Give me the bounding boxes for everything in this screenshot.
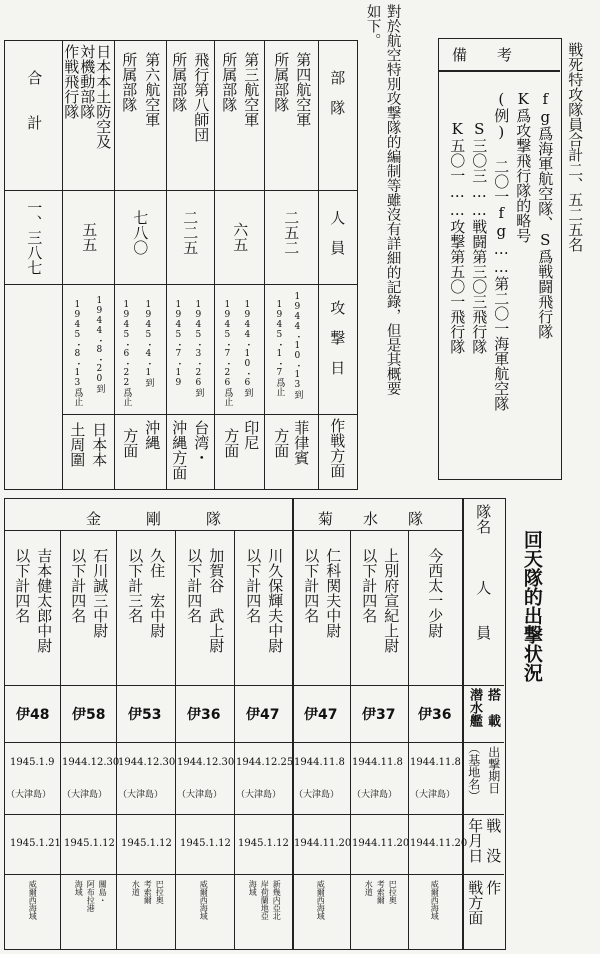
submarine-id: 伊53 (128, 707, 162, 723)
operation-area: 考索爾 (376, 880, 386, 904)
remark-line-2: K爲攻撃飛行隊的略号 (514, 90, 533, 243)
member-name: 加賀谷 武上尉 (207, 548, 226, 653)
death-date: 1944.11.20 (352, 838, 410, 849)
unit-name: 第三航空軍 (242, 52, 261, 127)
header-unit: 部 隊 (328, 70, 347, 115)
death-date: 1944.11.20 (294, 838, 352, 849)
operation-area: 巴拉奥 (155, 880, 165, 904)
operation-area: 水道 (131, 880, 141, 896)
remarks-header: 備 考 (452, 46, 513, 64)
member-name: 吉本健太郎中尉 (35, 548, 54, 653)
header-death-date: 戦 没 (484, 818, 503, 863)
area-text: 印尼 (242, 420, 261, 450)
sortie-base: （大津島） (177, 790, 223, 800)
unit-name: 日本本土防空及 (94, 44, 113, 149)
header-sortie-date: 出撃期日 (486, 746, 501, 794)
unit-count: 二二五 (181, 210, 200, 255)
sortie-base: （大津島） (352, 790, 398, 800)
unit-name: 所属部隊 (220, 52, 239, 112)
attack-date-to: 1945・6・22爲止 (121, 300, 132, 406)
area-text: 台湾・ (192, 420, 211, 465)
attack-date-to: 1945・8・13爲止 (72, 300, 83, 406)
intro-text-line-1: 對於航空特別攻撃隊的編制等雖沒有詳細的記錄，但是其概要 (384, 4, 401, 396)
unit-name: 所属部隊 (170, 52, 189, 112)
member-count: 以下計四名 (360, 548, 379, 623)
header-area: 戦方面 (466, 880, 485, 925)
operation-area: 威爾西海域 (199, 880, 209, 920)
unit-name: 対機動部隊 (78, 44, 97, 119)
submarine-id: 伊37 (362, 707, 396, 723)
submarine-id: 伊48 (16, 707, 50, 723)
member-name: 仁科関夫中尉 (324, 548, 343, 638)
attack-date-from: 1944・10・13到 (292, 292, 303, 399)
death-date: 1945.1.12 (238, 838, 289, 849)
sortie-date: 1944.12.30 (118, 757, 176, 768)
remark-line-3: (例) 二〇一fg……第二〇一海軍航空隊 (492, 90, 511, 411)
member-name: 今西太一少尉 (426, 548, 445, 638)
remark-line-5: K五〇一……攻撃第五〇一飛行隊 (448, 120, 467, 354)
summary-title: 戦死特攻隊員合計二、五二五名 (566, 42, 585, 252)
submarine-id: 伊58 (72, 707, 106, 723)
operation-area: 岸荷蘭地亞 (260, 880, 270, 920)
area-text: 方面 (272, 428, 291, 458)
header-submarine: 潜水艦 (466, 688, 482, 727)
unit-count: 七八〇 (131, 210, 150, 255)
operation-area: 巴拉奥 (388, 880, 398, 904)
attack-date-from: 1945・4・1到 (143, 300, 154, 387)
intro-text-line-2: 如下。 (364, 4, 381, 48)
area-text: 方面 (222, 428, 241, 458)
sortie-base: （大津島） (62, 790, 108, 800)
attack-date-from: 1945・3・26到 (193, 300, 204, 397)
unit-name: 飛行第八師団 (192, 52, 211, 142)
header-sortie-date: （基地名） (466, 742, 481, 802)
attack-date-to: 1945・1・7爲止 (274, 300, 285, 396)
area-text: 沖縄方面 (170, 420, 189, 480)
sortie-base: （大津島） (410, 790, 456, 800)
submarine-id: 伊47 (246, 707, 280, 723)
member-count: 以下計四名 (244, 548, 263, 623)
member-name: 石川誠三中尉 (91, 548, 110, 638)
sortie-date: 1944.11.8 (410, 757, 461, 768)
header-area: 作戦方面 (328, 418, 347, 478)
death-date: 1945.1.12 (64, 838, 115, 849)
member-count: 以下計四名 (185, 548, 204, 623)
death-date: 1945.1.12 (121, 838, 172, 849)
operation-area: 威爾西海域 (28, 880, 38, 920)
header-people: 人 員 (474, 580, 493, 640)
unit-count: 六五 (231, 222, 250, 252)
remark-line-1: fg爲海軍航空隊、S爲戦闘飛行隊 (536, 90, 555, 339)
unit-name: 第四航空軍 (294, 52, 313, 127)
member-count: 以下計四名 (302, 548, 321, 623)
total-label: 合 計 (25, 70, 44, 130)
group-kikusui: 菊 水 隊 (318, 510, 424, 528)
area-text: 沖縄 (143, 420, 162, 450)
header-area: 作 (484, 880, 503, 895)
total-count: 一、三八七 (25, 200, 44, 275)
submarine-id: 伊36 (187, 707, 221, 723)
operation-area: 海域 (248, 880, 258, 896)
unit-name: 所属部隊 (272, 52, 291, 112)
member-name: 川久保輝夫中尉 (266, 548, 285, 653)
kaiten-title: 回天隊的出撃状況 (520, 530, 543, 682)
death-date: 1945.1.21 (10, 838, 61, 849)
header-death-date: 年月日 (466, 818, 485, 863)
operation-area: 考索爾 (143, 880, 153, 904)
member-name: 久住 宏中尉 (148, 548, 167, 638)
submarine-id: 伊47 (304, 707, 338, 723)
member-name: 上別府宣紀上尉 (382, 548, 401, 653)
attack-date-to: 1945・7・26爲止 (222, 300, 233, 406)
header-attack-date: 攻 撃 日 (328, 300, 347, 375)
member-count: 以下計四名 (13, 548, 32, 623)
submarine-id: 伊36 (418, 707, 452, 723)
operation-area: 關島・ (98, 880, 108, 904)
operation-area: 海域 (74, 880, 84, 896)
sortie-base: （大津島） (236, 790, 282, 800)
death-date: 1945.1.12 (180, 838, 231, 849)
attack-date-to: 1945・7・19 (173, 300, 184, 388)
operation-area: 新幾内亞北 (272, 880, 282, 920)
area-text: 菲律賓 (292, 420, 311, 465)
area-text: 土周圍 (68, 422, 87, 467)
area-text: 日本本 (90, 422, 109, 467)
sortie-date: 1944.11.8 (352, 757, 403, 768)
sortie-date: 1944.12.30 (177, 757, 235, 768)
sortie-base: （大津島） (294, 790, 340, 800)
header-unit-name: 隊名 (474, 504, 493, 534)
attack-date-from: 1944・10・6到 (242, 300, 253, 397)
attack-date-from: 1944・8・20到 (94, 296, 105, 393)
operation-area: 水道 (364, 880, 374, 896)
unit-name: 第六航空軍 (143, 52, 162, 127)
sortie-base: （大津島） (6, 790, 52, 800)
sortie-base: （大津島） (118, 790, 164, 800)
death-date: 1944.11.20 (410, 838, 468, 849)
unit-count: 二五二 (282, 210, 301, 255)
unit-name: 作戦飛行隊 (62, 44, 81, 119)
header-submarine: 搭 載 (484, 688, 500, 727)
header-count: 人 員 (328, 210, 347, 255)
group-kongo: 金 剛 隊 (86, 510, 222, 528)
operation-area: 阿布拉港 (86, 880, 96, 912)
member-count: 以下計四名 (69, 548, 88, 623)
area-text: 方面 (121, 428, 140, 458)
member-count: 以下計三名 (126, 548, 145, 623)
operation-area: 威爾西海域 (316, 880, 326, 920)
sortie-date: 1945.1.9 (10, 757, 55, 768)
unit-name: 所属部隊 (120, 52, 139, 112)
operation-area: 威爾西海域 (430, 880, 440, 920)
sortie-date: 1944.12.25 (236, 757, 294, 768)
sortie-date: 1944.11.8 (294, 757, 345, 768)
unit-count: 五五 (80, 222, 99, 252)
remark-line-4: S三〇三……戦闘第三〇三飛行隊 (470, 120, 489, 354)
sortie-date: 1944.12.30 (62, 757, 120, 768)
